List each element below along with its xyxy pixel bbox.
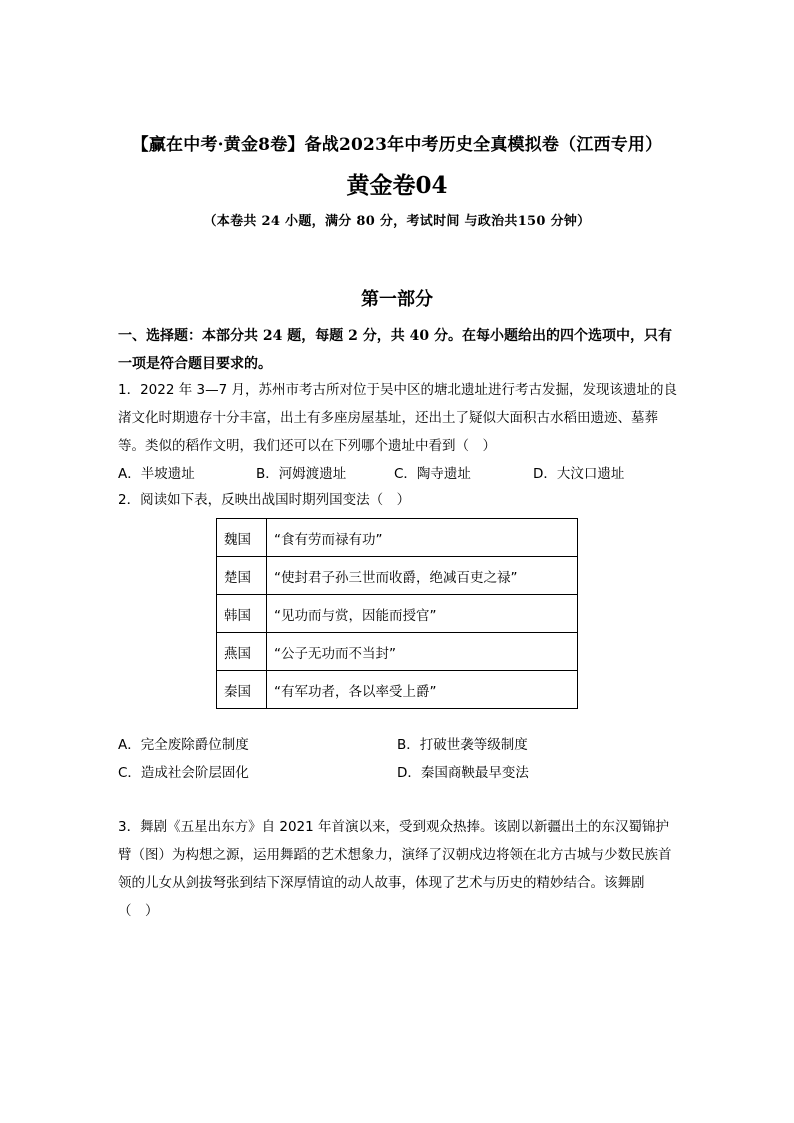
option-b: B．河姆渡遗址 [256,466,347,482]
option-a: A．半坡遗址 [118,466,195,482]
table-cell-state: 楚国 [217,557,267,595]
table-cell-state: 韩国 [217,595,267,633]
exam-series-title: 【赢在中考·黄金8卷】备战2023年中考历史全真模拟卷（江西专用） [131,135,663,155]
table-row [217,671,578,709]
table-row [217,633,578,671]
option-b: B．打破世袭等级制度 [397,737,528,753]
table-row [217,519,578,557]
table-cell-quote: “有军功者，各以率受上爵” [267,671,578,709]
question-2-stem: 2．阅读如下表，反映出战国时期列国变法（ ） [118,492,411,508]
paper-title: 黄金卷04 [346,172,448,199]
table-row [217,557,578,595]
option-d: D．大汶口遗址 [533,466,625,482]
table-row [217,595,578,633]
part-title: 第一部分 [361,289,433,310]
table-cell-quote: “见功而与赏，因能而授官” [267,595,578,633]
table-cell-state: 魏国 [217,519,267,557]
section-heading: 一、选择题：本部分共 24 题，每题 2 分，共 40 分。在每小题给出的四个选项中，只有一项是符合题目要求的。 [118,328,672,372]
table-cell-quote: “使封君子孙三世而收爵，绝减百吏之禄” [267,557,578,595]
option-a: A．完全废除爵位制度 [118,737,249,753]
option-c: C．造成社会阶层固化 [118,765,249,781]
question-2-options [118,731,678,787]
table-cell-state: 燕国 [217,633,267,671]
option-d: D．秦国商鞅最早变法 [397,765,529,781]
paper-note: （本卷共 24 小题，满分 80 分，考试时间 与政治共150 分钟） [203,214,591,229]
option-c: C．陶寺遗址 [394,466,471,482]
question-3-stem: 3．舞剧《五星出东方》自 2021 年首演以来，受到观众热捧。该剧以新疆出土的东汉蜀锦护臂（图）为构想之源，运用舞蹈的艺术想象力，演绎了汉朝戍边将领在北方古城与少数民族首领的儿女从剑拔弩张到结下深厚情谊的动人故事，体现了艺术与历史的精妙结合。该舞剧（ ） [118,819,672,919]
table-cell-quote: “食有劳而禄有功” [267,519,578,557]
question-1-options [118,460,678,488]
table-cell-state: 秦国 [217,671,267,709]
table-cell-quote: “公子无功而不当封” [267,633,578,671]
reform-table [216,518,578,709]
question-1-stem: 1．2022 年 3—7 月，苏州市考古所对位于吴中区的塘北遗址进行考古发掘，发现该遗址的良渚文化时期遗存十分丰富，出土有多座房屋基址，还出土了疑似大面积古水稻田遗迹、墓葬等。类似的稻作文明，我们还可以在下列哪个遗址中看到（ ） [118,382,677,454]
